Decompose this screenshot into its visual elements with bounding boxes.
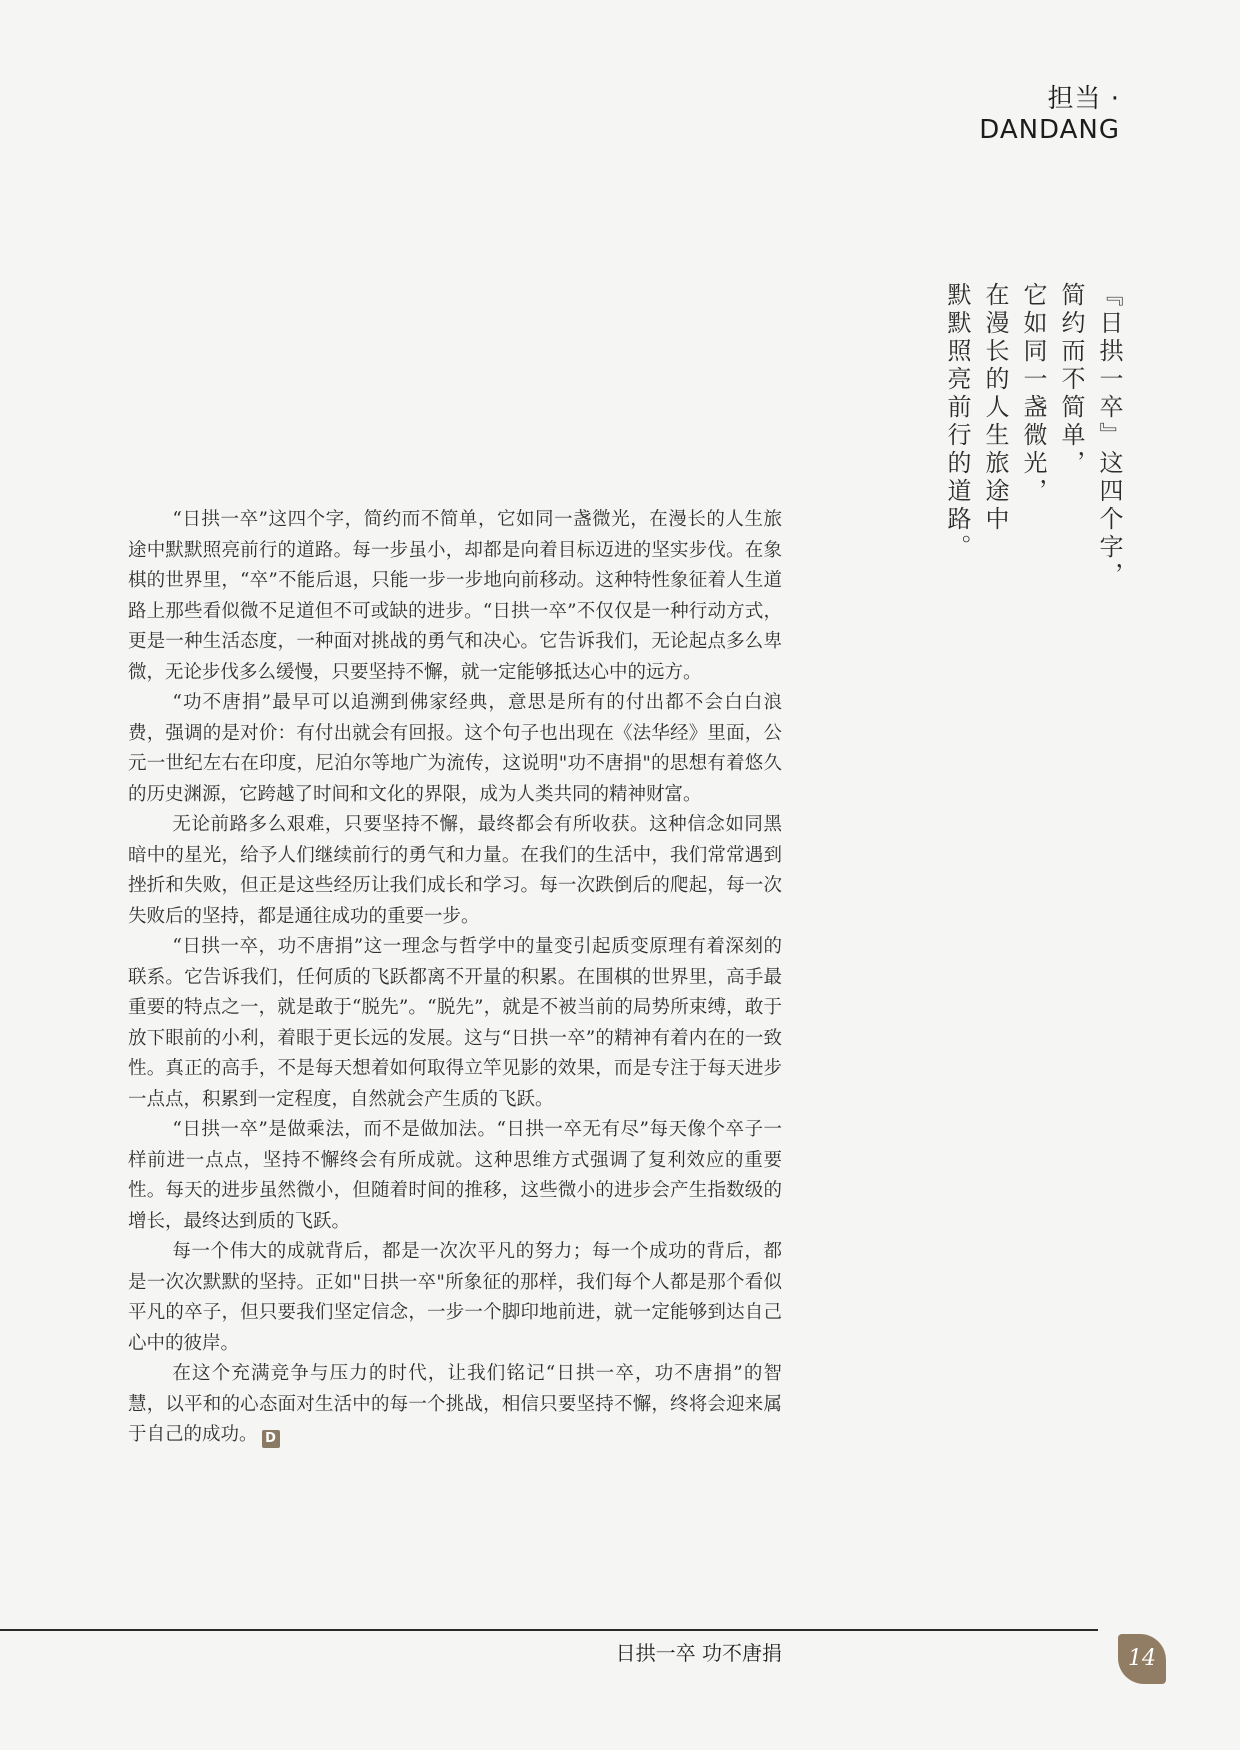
pull-quote bbox=[938, 282, 1128, 642]
article-paragraph-text: 在这个充满竞争与压力的时代，让我们铭记“日拱一卒，功不唐捐”的智慧，以平和的心态面对生活中的每一个挑战，相信只要坚持不懈，终将会迎来属于自己的成功。 bbox=[128, 1363, 782, 1445]
footer-divider bbox=[0, 1629, 1098, 1631]
pull-quote-line: 简约而不简单， bbox=[1057, 282, 1085, 478]
pull-quote-line: 它如同一盏微光， bbox=[1019, 282, 1047, 506]
article-paragraph-last bbox=[128, 1359, 782, 1451]
pull-quote-line: 默默照亮前行的道路。 bbox=[943, 282, 971, 562]
section-header: 担当 · DANDANG bbox=[979, 84, 1120, 145]
article-paragraph: “日拱一卒，功不唐捐”这一理念与哲学中的量变引起质变原理有着深刻的联系。它告诉我们，任何质的飞跃都离不开量的积累。在围棋的世界里，高手最重要的特点之一，就是敢于“脱先”。“脱先”，就是不被当前的局势所束缚，敢于放下眼前的小利，着眼于更长远的发展。这与“日拱一卒”的精神有着内在的一致性。真正的高手，不是每天想着如何取得立竿见影的效果，而是专注于每天进步一点点，积累到一定程度，自然就会产生质的飞跃。 bbox=[128, 936, 782, 1110]
footer-title: 日拱一卒 功不唐捐 bbox=[615, 1641, 782, 1665]
article-body bbox=[128, 505, 782, 1451]
article-paragraph: 无论前路多么艰难，只要坚持不懈，最终都会有所收获。这种信念如同黑暗中的星光，给予人们继续前行的勇气和力量。在我们的生活中，我们常常遇到挫折和失败，但正是这些经历让我们成长和学习。每一次跌倒后的爬起，每一次失败后的坚持，都是通往成功的重要一步。 bbox=[128, 814, 782, 927]
end-mark-icon: D bbox=[262, 1430, 280, 1448]
pull-quote-line: 『日拱一卒』这四个字， bbox=[1095, 282, 1123, 590]
article-paragraph: 每一个伟大的成就背后，都是一次次平凡的努力；每一个成功的背后，都是一次次默默的坚持。正如"日拱一卒"所象征的那样，我们每个人都是那个看似平凡的卒子，但只要我们坚定信念，一步一个脚印地前进，就一定能够到达自己心中的彼岸。 bbox=[128, 1241, 782, 1354]
article-paragraph: “日拱一卒”这四个字，简约而不简单，它如同一盏微光，在漫长的人生旅途中默默照亮前行的道路。每一步虽小，却都是向着目标迈进的坚实步伐。在象棋的世界里，“卒”不能后退，只能一步一步地向前移动。这种特性象征着人生道路上那些看似微不足道但不可或缺的进步。“日拱一卒”不仅仅是一种行动方式，更是一种生活态度，一种面对挑战的勇气和决心。它告诉我们，无论起点多么卑微，无论步伐多么缓慢，只要坚持不懈，就一定能够抵达心中的远方。 bbox=[128, 509, 782, 683]
page-number-badge: 14 bbox=[1118, 1634, 1166, 1684]
article-paragraph: “日拱一卒”是做乘法，而不是做加法。“日拱一卒无有尽”每天像个卒子一样前进一点点，坚持不懈终会有所成就。这种思维方式强调了复利效应的重要性。每天的进步虽然微小，但随着时间的推移，这些微小的进步会产生指数级的增长，最终达到质的飞跃。 bbox=[128, 1119, 782, 1232]
article-paragraph: “功不唐捐”最早可以追溯到佛家经典，意思是所有的付出都不会白白浪费，强调的是对价：有付出就会有回报。这个句子也出现在《法华经》里面，公元一世纪左右在印度，尼泊尔等地广为流传，这说明"功不唐捐"的思想有着悠久的历史渊源，它跨越了时间和文化的界限，成为人类共同的精神财富。 bbox=[128, 692, 782, 805]
pull-quote-line: 在漫长的人生旅途中 bbox=[981, 282, 1009, 534]
